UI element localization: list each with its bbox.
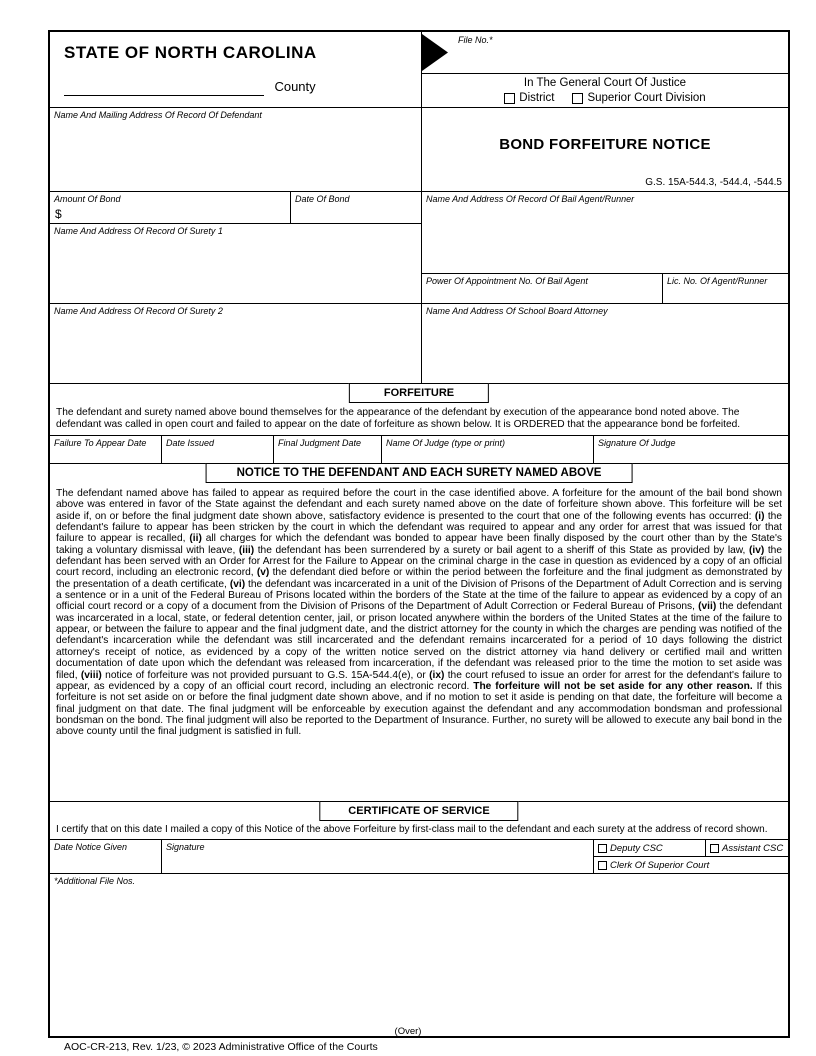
surety1-label: Name And Address Of Record Of Surety 1 (54, 226, 223, 236)
surety2-row (50, 304, 788, 384)
bond-forfeiture-form (48, 30, 790, 1038)
over-note: (Over) (394, 1026, 422, 1037)
certifier-row-1 (594, 840, 788, 857)
amount-of-bond-label: Amount Of Bond (54, 194, 121, 204)
district-label: District (519, 92, 555, 104)
school-board-attorney-label: Name And Address Of School Board Attorney (426, 306, 608, 316)
deputy-csc-option (594, 840, 706, 856)
bond-details-row (50, 192, 788, 304)
agent-numbers-row (422, 274, 788, 303)
superior-label: Superior Court Division (587, 92, 706, 104)
header-left (50, 32, 422, 107)
surety2-field[interactable] (50, 304, 422, 383)
judgment-fields-row (50, 436, 788, 464)
form-title: BOND FORFEITURE NOTICE (499, 136, 711, 153)
defendant-title-row (50, 108, 788, 192)
failure-to-appear-date-field[interactable] (50, 436, 162, 463)
school-board-attorney-field[interactable] (422, 304, 788, 383)
judge-signature-field[interactable] (594, 436, 788, 463)
header-row (50, 32, 788, 108)
notice-paragraph: The defendant named above has failed to appear as required before the court in the case identified above. A forfeiture for the amount of the bail bond shown above was entered in favor of the State against the defendant and each surety named above on the date of forfeiture shown above. This forfeiture will be set aside if, on or before the final judgment date shown above, satisfactory evidence is presented to the court that one of the following events has occurred: (i) the defendant's failure to appear has been stricken by the court in which the defendant was required to appear and any order for arrest that was issued for that failure to appear is recalled, (ii) all charges for which the defendant was bonded to appear have been finally disposed by the court other than by the State's taking a voluntary dismissal with leave, (iii) the defendant has been surrendered by a surety or bail agent to a sheriff of this State as provided by law, (iv) the defendant has been served with an Order for Arrest for the Failure to Appear on the criminal charge in the case in question as evidenced by a copy of an official court record, including an electronic record, (v) the defendant died before or within the period between the forfeiture and the final judgment as demonstrated by the presentation of a death certificate, (vi) the defendant was incarcerated in a unit of the Division of Prisons of the Department of Adult Correction and is serving a sentence or in a unit of the Federal Bureau of Prisons located within the borders of the State at the time of the failure to appear as evidenced by a copy of an official court record or a copy of a document from the Division of Prisons of the Department of Adult Correction or Federal Bureau of Prisons, (vii) the defendant was incarcerated in a local, state, or federal detention center, jail, or prison located anywhere within the borders of the United States at the time of the failure to appear, or between the failure to appear and the final judgment date, and the district attorney for the county in which the charges are pending was notified of the defendant's incarceration while the defendant was still incarcerated and the defendant remains incarcerated for a period of 10 days following the district attorney's receipt of notice, as evidenced by a copy of the written notice served on the district attorney via hand delivery or certified mail and written documentation of date upon which the defendant was released from incarceration, if the defendant was released prior to the time the motion to set aside was filed, (viii) notice of forfeiture was not provided pursuant to G.S. 15A-544.4(e), or (ix) the court refused to issue an order for arrest for the defendant's failure to appear, as evidenced by a copy of an official court record, including an electronic record. The forfeiture will not be set aside for any other reason. If this forfeiture is not set aside on or before the final judgment date shown above, and if no motion to set it aside is pending on that date, the forfeiture will become a final judgment on that date. The final judgment will be enforceable by execution against the defendant and any accommodation bondsman and professional bondsman on the bond. The final judgment will also be reported to the Department of Insurance. Further, no surety will be allowed to execute any bail bond in the above county until the final judgment is satisfied in full. (50, 484, 788, 802)
date-issued-label: Date Issued (166, 438, 215, 448)
bail-agent-label: Name And Address Of Record Of Bail Agent/Runner (426, 194, 635, 204)
notice-section-header (50, 464, 788, 484)
form-title-cell (422, 108, 788, 191)
clerk-label: Clerk Of Superior Court (610, 859, 710, 871)
superior-checkbox[interactable] (572, 93, 583, 104)
form-id-footer: AOC-CR-213, Rev. 1/23, © 2023 Administrative Office of the Courts (64, 1041, 378, 1053)
defendant-address-field[interactable] (50, 108, 422, 191)
certificate-paragraph: I certify that on this date I mailed a copy of this Notice of the above Forfeiture by first-class mail to the defendant and each surety at the address of record shown. (50, 822, 788, 840)
certificate-signature-label: Signature (166, 842, 205, 852)
court-block (422, 74, 788, 107)
assistant-csc-label: Assistant CSC (722, 842, 784, 854)
additional-file-nos-label: *Additional File Nos. (54, 876, 136, 886)
certifier-checkboxes (594, 840, 788, 873)
deputy-csc-label: Deputy CSC (610, 842, 663, 854)
final-judgment-date-label: Final Judgment Date (278, 438, 362, 448)
amount-of-bond-field[interactable] (50, 192, 291, 223)
power-of-appointment-label: Power Of Appointment No. Of Bail Agent (426, 276, 588, 286)
judge-name-field[interactable] (382, 436, 594, 463)
judge-signature-label: Signature Of Judge (598, 438, 676, 448)
header-right (422, 32, 788, 107)
district-checkbox[interactable] (504, 93, 515, 104)
certificate-signature-row (50, 840, 788, 874)
certificate-section-header (50, 802, 788, 822)
final-judgment-date-field[interactable] (274, 436, 382, 463)
bail-agent-field[interactable] (422, 192, 788, 274)
county-label: County (274, 79, 316, 94)
defendant-address-label: Name And Mailing Address Of Record Of Defendant (54, 110, 262, 120)
amount-date-row (50, 192, 421, 224)
county-input-line[interactable] (64, 83, 264, 96)
date-notice-given-label: Date Notice Given (54, 842, 128, 852)
power-of-appointment-field[interactable] (422, 274, 663, 303)
notice-title: NOTICE TO THE DEFENDANT AND EACH SURETY NAMED ABOVE (206, 463, 633, 483)
date-notice-given-field[interactable] (50, 840, 162, 873)
file-stamp-arrow-icon (422, 34, 448, 71)
file-no-label: File No.* (458, 35, 493, 45)
assistant-csc-checkbox[interactable] (710, 844, 719, 853)
lic-no-field[interactable] (663, 274, 788, 303)
surety1-field[interactable] (50, 224, 421, 303)
district-option (504, 92, 554, 104)
statute-reference: G.S. 15A-544.3, -544.4, -544.5 (645, 177, 782, 188)
forfeiture-section-header (50, 384, 788, 404)
date-of-bond-field[interactable] (291, 192, 421, 223)
additional-file-nos-field[interactable] (50, 874, 788, 1036)
court-title: In The General Court Of Justice (523, 77, 687, 89)
deputy-csc-checkbox[interactable] (598, 844, 607, 853)
forfeiture-paragraph: The defendant and surety named above bound themselves for the appearance of the defendant by execution of the appearance bond noted above. The defendant was called in open court and failed to appear on the date of forfeiture as shown below. It is ORDERED that the appearance bond be forfeited. (50, 404, 788, 436)
dollar-sign: $ (55, 207, 62, 221)
certificate-signature-field[interactable] (162, 840, 594, 873)
county-line (64, 78, 421, 96)
date-of-bond-label: Date Of Bond (295, 194, 350, 204)
bond-details-right (422, 192, 788, 303)
judge-name-label: Name Of Judge (type or print) (386, 438, 506, 448)
lic-no-label: Lic. No. Of Agent/Runner (667, 276, 768, 286)
clerk-checkbox[interactable] (598, 861, 607, 870)
certificate-title: CERTIFICATE OF SERVICE (319, 801, 518, 821)
bond-details-left (50, 192, 422, 303)
clerk-option (594, 857, 709, 873)
assistant-csc-option (706, 840, 788, 856)
file-no-field[interactable] (422, 32, 788, 74)
superior-option (572, 92, 705, 104)
failure-to-appear-date-label: Failure To Appear Date (54, 438, 147, 448)
certifier-row-2 (594, 857, 788, 873)
state-title: STATE OF NORTH CAROLINA (64, 43, 317, 62)
court-division-options (422, 92, 788, 104)
surety2-label: Name And Address Of Record Of Surety 2 (54, 306, 223, 316)
forfeiture-title: FORFEITURE (349, 383, 489, 403)
date-issued-field[interactable] (162, 436, 274, 463)
